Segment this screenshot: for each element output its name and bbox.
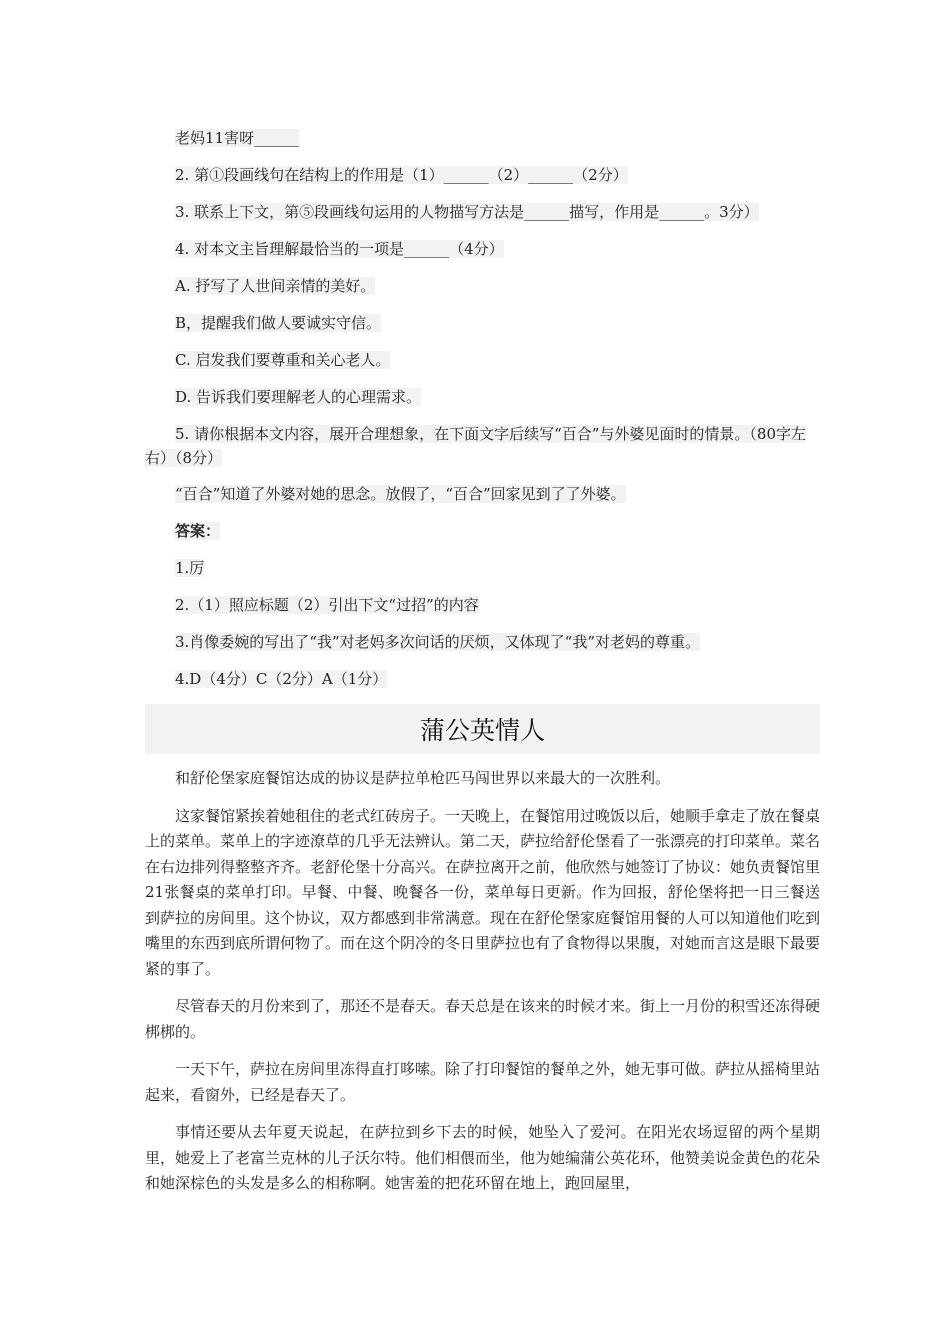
answer-4: 4.D（4分）C（2分）A（1分） [175, 670, 388, 688]
article-paragraph-4: 一天下午，萨拉在房间里冻得直打哆嗦。除了打印餐馆的餐单之外，她无事可做。萨拉从摇椅里站起来，看窗外，已经是春天了。 [145, 1060, 821, 1104]
question-2: 2. 第①段画线句在结构上的作用是（1）______（2）______（2分） [175, 166, 628, 184]
option-a: A. 抒写了人世间亲情的美好。 [175, 277, 376, 295]
article-title: 蒲公英情人 [419, 716, 545, 745]
option-c: C. 启发我们要尊重和关心老人。 [175, 351, 391, 369]
article-paragraph-5: 事情还要从去年夏天说起，在萨拉到乡下去的时候，她坠入了爱河。在阳光农场逗留的两个星期里，她爱上了老富兰克林的儿子沃尔特。他们相偎而坐，他为她编蒲公英花环，他赞美说金黄色的花朵和她深棕色的头发是多么的相称啊。她害羞的把花环留在地上，跑回屋里， [145, 1123, 821, 1192]
answer-3: 3.肖像委婉的写出了“我”对老妈多次问话的厌烦，又体现了“我”对老妈的尊重。 [175, 633, 700, 651]
answer-2: 2.（1）照应标题（2）引出下文“过招”的内容 [175, 596, 479, 614]
option-b: B，提醒我们做人要诚实守信。 [175, 314, 382, 332]
article-title-block [145, 704, 820, 754]
question-4: 4. 对本文主旨理解最恰当的一项是______（4分） [175, 240, 504, 258]
question-5: 5. 请你根据本文内容，展开合理想象，在下面文字后续写“百合”与外婆见面时的情景。（80字左右）（8分） [145, 425, 807, 467]
option-d: D. 告诉我们要理解老人的心理需求。 [175, 388, 422, 406]
question-line-1: 老妈11害呀______ [175, 129, 300, 147]
document-content [145, 126, 820, 1209]
article-paragraph-2: 这家餐馆紧挨着她租住的老式红砖房子。一天晚上，在餐馆用过晚饭以后，她顺手拿走了放在餐桌上的菜单。菜单上的字迹潦草的几乎无法辨认。第二天，萨拉给舒伦堡看了一张漂亮的打印菜单。菜名在右边排列得整整齐齐。老舒伦堡十分高兴。在萨拉离开之前，他欣然与她签订了协议：她负责餐馆里21张餐桌的菜单打印。早餐、中餐、晚餐各一份，菜单每日更新。作为回报，舒伦堡将把一日三餐送到萨拉的房间里。这个协议，双方都感到非常满意。现在在舒伦堡家庭餐馆用餐的人可以知道他们吃到嘴里的东西到底所谓何物了。而在这个阴冷的冬日里萨拉也有了食物得以果腹，对她而言这是眼下最要紧的事了。 [145, 806, 821, 978]
article-paragraph-3: 尽管春天的月份来到了，那还不是春天。春天总是在该来的时候才来。街上一月份的积雪还冻得硬梆梆的。 [145, 997, 821, 1041]
article-paragraph-1: 和舒伦堡家庭餐馆达成的协议是萨拉单枪匹马闯世界以来最大的一次胜利。 [175, 769, 671, 787]
question-3: 3. 联系上下文，第⑤段画线句运用的人物描写方法是______描写，作用是______。3分） [175, 203, 759, 221]
question-5-prompt: “百合”知道了外婆对她的思念。放假了，“百合”回家见到了了外婆。 [175, 485, 626, 503]
answer-1: 1.厉 [175, 559, 205, 577]
answers-heading: 答案： [175, 522, 221, 540]
